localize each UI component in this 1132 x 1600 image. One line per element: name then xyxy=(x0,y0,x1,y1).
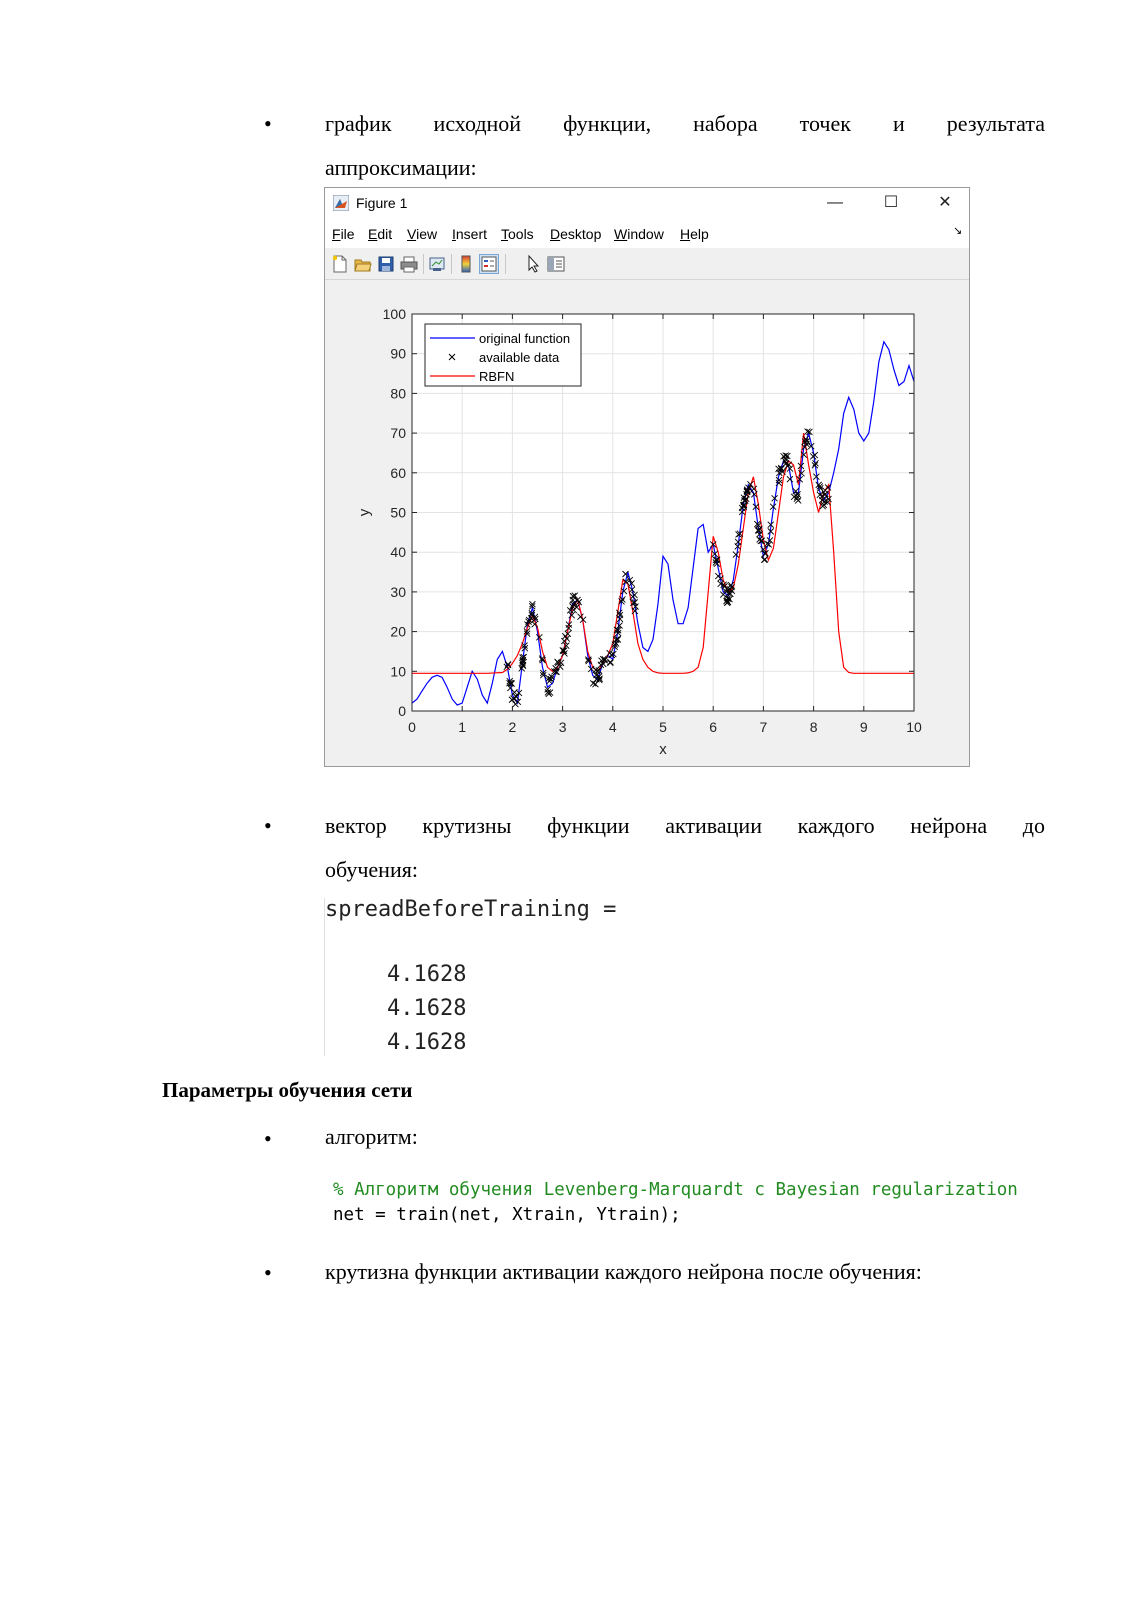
legend-label: RBFN xyxy=(479,369,515,384)
minimize-button[interactable]: — xyxy=(827,194,843,211)
x-tick-label: 4 xyxy=(608,719,617,735)
menu-edit[interactable]: Edit xyxy=(368,226,393,242)
x-tick-label: 8 xyxy=(809,719,818,735)
code-line: net = train(net, Xtrain, Ytrain); xyxy=(333,1205,681,1225)
y-tick-label: 60 xyxy=(390,464,406,481)
menu-bar xyxy=(325,218,969,248)
paragraph-line: крутизна функции активации каждого нейрона после обучения: xyxy=(325,1259,922,1284)
print-icon[interactable] xyxy=(400,255,418,273)
toolbar xyxy=(325,249,969,280)
toolbar-separator xyxy=(451,254,452,274)
matlab-logo-icon xyxy=(333,195,349,211)
open-file-icon[interactable] xyxy=(354,255,372,273)
bullet-marker: • xyxy=(264,111,272,136)
y-tick-label: 80 xyxy=(390,385,406,402)
paragraph-line: алгоритм: xyxy=(325,1124,418,1149)
paragraph-line: аппроксимации: xyxy=(325,155,477,180)
x-tick-label: 9 xyxy=(859,719,868,735)
menu-desktop[interactable]: Desktop xyxy=(550,226,602,242)
y-tick-label: 20 xyxy=(390,623,406,640)
menu-tools[interactable]: Tools xyxy=(501,226,534,242)
menu-label: ile xyxy=(340,226,355,242)
y-tick-label: 10 xyxy=(390,663,406,680)
figure-window xyxy=(324,187,970,767)
close-button[interactable]: ✕ xyxy=(938,194,952,211)
y-tick-label: 100 xyxy=(382,306,406,322)
spread-value: 4.1628 xyxy=(387,962,467,987)
y-tick-label: 70 xyxy=(390,425,406,442)
legend-icon[interactable] xyxy=(480,255,498,273)
y-tick-label: 0 xyxy=(398,703,406,719)
y-tick-label: 30 xyxy=(390,583,406,600)
new-file-icon[interactable] xyxy=(331,255,349,273)
window-title: Figure 1 xyxy=(356,195,408,211)
x-tick-label: 3 xyxy=(558,719,567,735)
pointer-icon[interactable] xyxy=(525,255,543,273)
maximize-button[interactable]: ☐ xyxy=(883,194,899,211)
paragraph-line: график исходной функции, набора точек и результата xyxy=(325,111,1045,136)
section-heading: Параметры обучения сети xyxy=(162,1078,413,1102)
x-tick-label: 1 xyxy=(458,719,467,735)
link-plot-icon[interactable] xyxy=(428,255,446,273)
spread-value: 4.1628 xyxy=(387,996,467,1021)
title-bar xyxy=(325,188,969,218)
x-tick-label: 5 xyxy=(659,719,667,735)
paragraph-line: обучения: xyxy=(325,857,418,882)
code-comment: % Алгоритм обучения Levenberg-Marquardt с Bayesian regularization xyxy=(333,1180,1018,1200)
x-tick-label: 10 xyxy=(906,719,922,735)
legend-label: original function xyxy=(479,331,571,346)
chart xyxy=(325,280,969,764)
save-icon[interactable] xyxy=(377,255,395,273)
toolbar-separator xyxy=(505,254,506,274)
menu-insert[interactable]: Insert xyxy=(452,226,488,242)
y-tick-label: 50 xyxy=(390,504,406,521)
y-axis-label: y xyxy=(356,508,373,517)
bullet-marker: • xyxy=(264,1126,272,1151)
colorbar-icon[interactable] xyxy=(457,255,475,273)
legend-label: available data xyxy=(479,350,560,365)
x-tick-label: 6 xyxy=(709,719,718,735)
toolbar-separator xyxy=(423,254,424,274)
x-tick-label: 7 xyxy=(759,719,768,735)
bullet-marker: • xyxy=(264,1260,272,1285)
menu-file[interactable]: File xyxy=(332,226,355,242)
y-tick-label: 40 xyxy=(390,544,406,561)
menu-help[interactable]: Help xyxy=(680,226,709,242)
paragraph-line: вектор крутизны функции активации каждого нейрона до xyxy=(325,813,1045,838)
dock-arrow-icon[interactable]: ↘ xyxy=(953,225,963,237)
spread-value: 4.1628 xyxy=(387,1030,467,1055)
x-tick-label: 2 xyxy=(508,719,517,735)
menu-view[interactable]: View xyxy=(407,226,438,242)
menu-window[interactable]: Window xyxy=(614,226,664,242)
bullet-marker: • xyxy=(264,813,272,838)
x-tick-label: 0 xyxy=(408,719,416,735)
plot-area xyxy=(325,280,969,766)
x-axis-label: x xyxy=(659,741,667,758)
spread-header: spreadBeforeTraining = xyxy=(325,897,617,922)
y-tick-label: 90 xyxy=(390,345,406,362)
property-inspector-icon[interactable] xyxy=(547,255,565,273)
